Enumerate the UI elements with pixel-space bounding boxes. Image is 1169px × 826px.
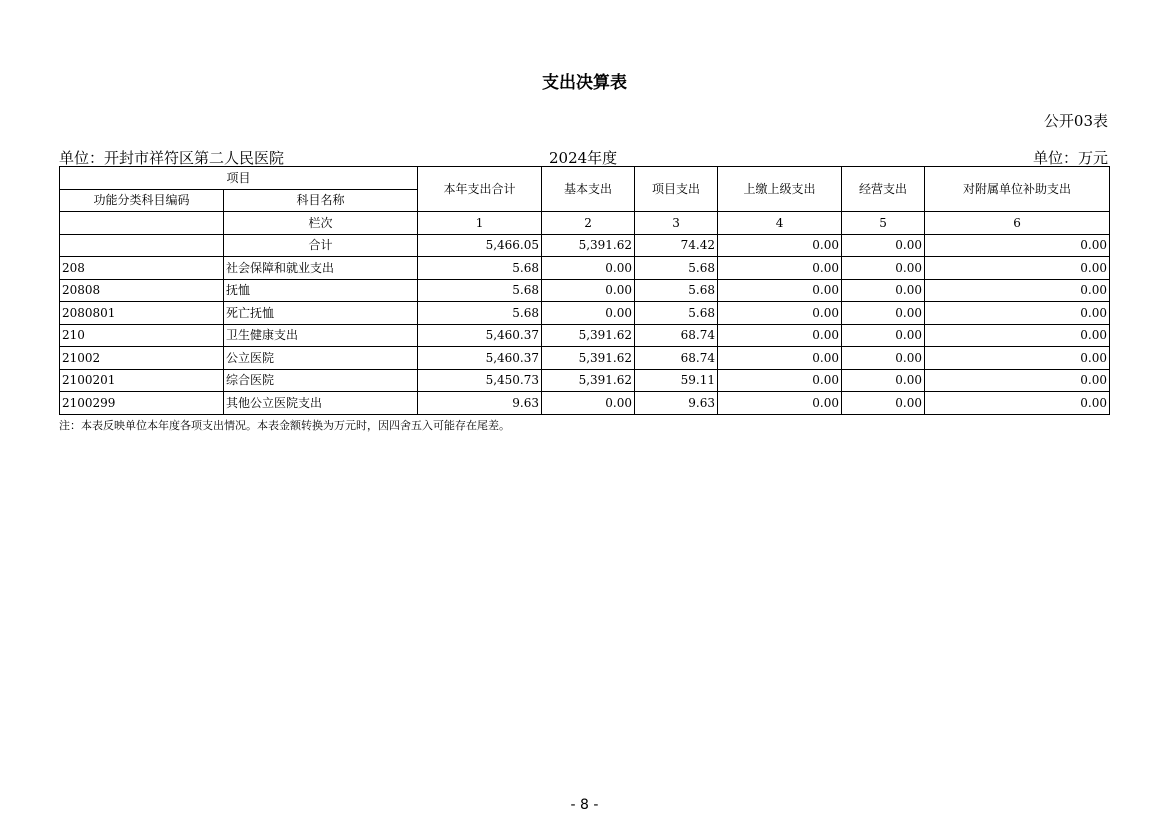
row-value: 0.00 — [718, 369, 842, 392]
row-value: 0.00 — [925, 369, 1110, 392]
meta-line — [59, 147, 1108, 167]
row-code: 21002 — [60, 347, 224, 370]
header-col-2: 基本支出 — [542, 167, 635, 212]
row-value: 5.68 — [635, 302, 718, 325]
row-name: 死亡抚恤 — [224, 302, 418, 325]
row-value: 0.00 — [925, 302, 1110, 325]
row-code: 20808 — [60, 279, 224, 302]
header-name: 科目名称 — [224, 189, 418, 212]
header-col-3: 项目支出 — [635, 167, 718, 212]
column-number: 6 — [925, 212, 1110, 235]
row-name: 社会保障和就业支出 — [224, 257, 418, 280]
row-value: 0.00 — [842, 347, 925, 370]
row-value: 0.00 — [718, 257, 842, 280]
row-name: 综合医院 — [224, 369, 418, 392]
total-label: 合计 — [224, 234, 418, 257]
fiscal-year: 2024年度 — [549, 149, 618, 167]
row-value: 5,450.73 — [418, 369, 542, 392]
table-row — [60, 257, 1110, 280]
column-number: 4 — [718, 212, 842, 235]
table-note: 注：本表反映单位本年度各项支出情况。本表金额转换为万元时，因四舍五入可能存在尾差。 — [59, 419, 510, 432]
row-value: 0.00 — [842, 392, 925, 415]
row-value: 5.68 — [418, 257, 542, 280]
row-value: 68.74 — [635, 324, 718, 347]
row-value: 0.00 — [925, 279, 1110, 302]
header-code: 功能分类科目编码 — [60, 189, 224, 212]
row-name: 卫生健康支出 — [224, 324, 418, 347]
row-value: 0.00 — [542, 302, 635, 325]
row-code: 2100201 — [60, 369, 224, 392]
row-value: 0.00 — [925, 257, 1110, 280]
column-number-row — [60, 212, 1110, 235]
page-number: - 8 - — [570, 797, 599, 813]
row-value: 0.00 — [718, 347, 842, 370]
table-row — [60, 392, 1110, 415]
row-value: 5,391.62 — [542, 369, 635, 392]
column-number: 5 — [842, 212, 925, 235]
row-value: 5.68 — [635, 279, 718, 302]
row-code: 2100299 — [60, 392, 224, 415]
total-value: 0.00 — [718, 234, 842, 257]
header-col-4: 上缴上级支出 — [718, 167, 842, 212]
page-title: 支出决算表 — [542, 73, 627, 93]
header-col-5: 经营支出 — [842, 167, 925, 212]
row-value: 68.74 — [635, 347, 718, 370]
column-number-label: 栏次 — [224, 212, 418, 235]
total-value: 5,466.05 — [418, 234, 542, 257]
row-value: 0.00 — [542, 257, 635, 280]
row-value: 0.00 — [718, 392, 842, 415]
form-number: 公开03表 — [1043, 112, 1108, 130]
total-row — [60, 234, 1110, 257]
column-number: 3 — [635, 212, 718, 235]
total-value: 0.00 — [925, 234, 1110, 257]
row-value: 0.00 — [842, 369, 925, 392]
row-value: 5,391.62 — [542, 324, 635, 347]
row-value: 0.00 — [542, 392, 635, 415]
empty-cell — [60, 234, 224, 257]
row-name: 其他公立医院支出 — [224, 392, 418, 415]
row-code: 210 — [60, 324, 224, 347]
row-value: 0.00 — [718, 279, 842, 302]
total-value: 74.42 — [635, 234, 718, 257]
row-value: 0.00 — [718, 324, 842, 347]
row-value: 0.00 — [718, 302, 842, 325]
expenditure-table — [59, 166, 1110, 415]
row-value: 5.68 — [418, 302, 542, 325]
currency-unit: 单位：万元 — [1032, 149, 1108, 167]
row-value: 0.00 — [925, 347, 1110, 370]
header-row-1 — [60, 167, 1110, 190]
row-value: 59.11 — [635, 369, 718, 392]
row-value: 5.68 — [635, 257, 718, 280]
row-value: 0.00 — [842, 257, 925, 280]
row-value: 5,460.37 — [418, 324, 542, 347]
row-value: 0.00 — [842, 324, 925, 347]
table-row — [60, 279, 1110, 302]
table-row — [60, 347, 1110, 370]
table-row — [60, 369, 1110, 392]
row-value: 0.00 — [925, 324, 1110, 347]
row-name: 公立医院 — [224, 347, 418, 370]
header-col-6: 对附属单位补助支出 — [925, 167, 1110, 212]
row-value: 0.00 — [842, 279, 925, 302]
total-value: 0.00 — [842, 234, 925, 257]
empty-cell — [60, 212, 224, 235]
total-value: 5,391.62 — [542, 234, 635, 257]
row-value: 0.00 — [542, 279, 635, 302]
table-row — [60, 302, 1110, 325]
row-value: 9.63 — [418, 392, 542, 415]
column-number: 1 — [418, 212, 542, 235]
reporting-unit: 单位：开封市祥符区第二人民医院 — [59, 149, 285, 167]
row-code: 208 — [60, 257, 224, 280]
table-row — [60, 324, 1110, 347]
header-col-1: 本年支出合计 — [418, 167, 542, 212]
row-value: 0.00 — [842, 302, 925, 325]
row-value: 5,391.62 — [542, 347, 635, 370]
header-item: 项目 — [60, 167, 418, 190]
row-name: 抚恤 — [224, 279, 418, 302]
row-value: 9.63 — [635, 392, 718, 415]
row-code: 2080801 — [60, 302, 224, 325]
row-value: 0.00 — [925, 392, 1110, 415]
column-number: 2 — [542, 212, 635, 235]
row-value: 5.68 — [418, 279, 542, 302]
row-value: 5,460.37 — [418, 347, 542, 370]
